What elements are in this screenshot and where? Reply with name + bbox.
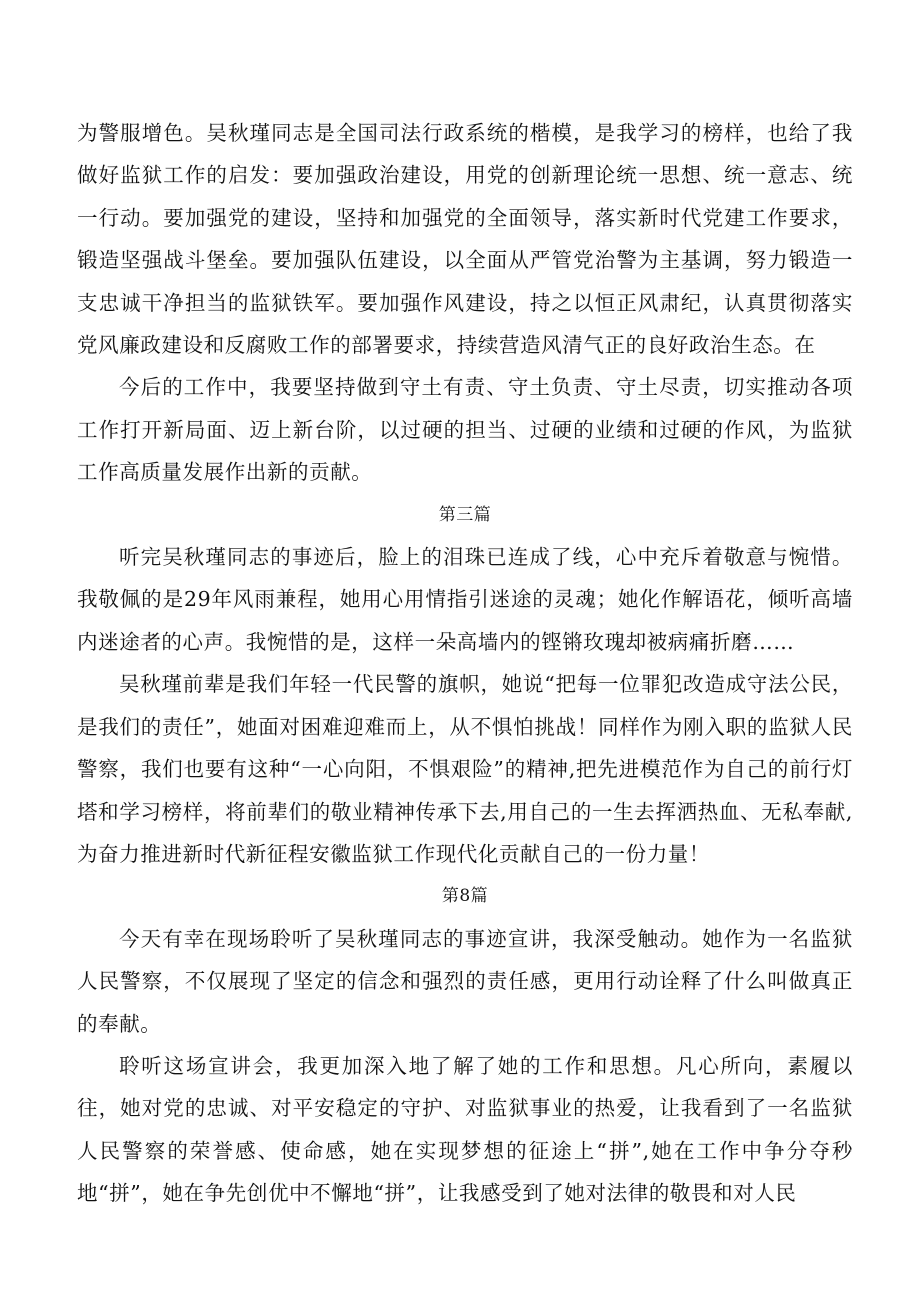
paragraph: 今后的工作中，我要坚持做到守土有责、守土负责、守土尽责，切实推动各项工作打开新局面、迈上新台阶，以过硬的担当、过硬的业绩和过硬的作风，为监狱工作高质量发展作出新的贡献。	[77, 375, 853, 485]
paragraph: 听完吴秋瑾同志的事迹后，脸上的泪珠已连成了线，心中充斥着敬意与惋惜。我敬佩的是29年风雨兼程，她用心用情指引迷途的灵魂；她化作解语花，倾听高墙内迷途者的心声。我惋惜的是，这样一朵高墙内的铿锵玫瑰却被病痛折磨……	[77, 545, 853, 654]
paragraph-continued: 为警服增色。吴秋瑾同志是全国司法行政系统的楷模，是我学习的榜样，也给了我做好监狱工作的启发：要加强政治建设，用党的创新理论统一思想、统一意志、统一行动。要加强党的建设，坚持和加强党的全面领导，落实新时代党建工作要求，锻造坚强战斗堡垒。要加强队伍建设，以全面从严管党治警为主基调，努力锻造一支忠诚干净担当的监狱铁军。要加强作风建设，持之以恒正风肃纪，认真贯彻落实党风廉政建设和反腐败工作的部署要求，持续营造风清气正的良好政治生态。在	[77, 121, 853, 358]
paragraph: 今天有幸在现场聆听了吴秋瑾同志的事迹宣讲，我深受触动。她作为一名监狱人民警察，不仅展现了坚定的信念和强烈的责任感，更用行动诠释了什么叫做真正的奉献。	[77, 926, 853, 1036]
paragraph: 聆听这场宣讲会，我更加深入地了解了她的工作和思想。凡心所向，素履以往，她对党的忠诚、对平安稳定的守护、对监狱事业的热爱，让我看到了一名监狱人民警察的荣誉感、使命感，她在实现梦想的征途上“拼”,她在工作中争分夺秒地“拼”，她在争先创优中不懈地“拼”，让我感受到了她对法律的敬畏和对人民	[77, 1053, 853, 1206]
section-heading-3: 第三篇	[438, 504, 492, 525]
text-column	[77, 112, 853, 1215]
section-heading-8: 第8篇	[441, 886, 489, 907]
paragraph: 吴秋瑾前辈是我们年轻一代民警的旗帜，她说“把每一位罪犯改造成守法公民，是我们的责任”，她面对困难迎难而上，从不惧怕挑战！同样作为刚入职的监狱人民警察，我们也要有这种“一心向阳，不惧艰险”的精神,把先进模范作为自己的前行灯塔和学习榜样，将前辈们的敬业精神传承下去,用自己的一生去挥洒热血、无私奉献,为奋力推进新时代新征程安徽监狱工作现代化贡献自己的一份力量！	[77, 672, 853, 866]
